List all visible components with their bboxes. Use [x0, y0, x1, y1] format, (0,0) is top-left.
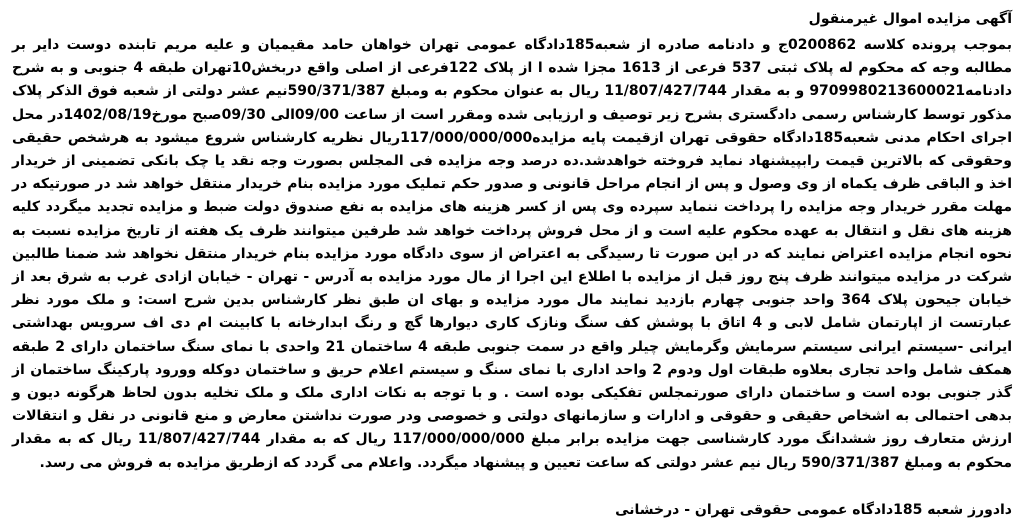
- notice-signature: دادورز شعبه 185دادگاه عمومی حقوقی تهران - درخشانی: [615, 502, 1012, 518]
- notice-title: آگهی مزایده اموال غیرمنقول: [808, 11, 1012, 27]
- notice-body: بموجب پرونده کلاسه 0200862ج و دادنامه صادره از شعبه185دادگاه عمومی تهران خواهان حامد مقیمیان و علیه مریم تابنده دوست دایر بر مطالبه وجه که محکوم له پلاک ثبتی 537 فرعی از 1613 مجزا شده ا از پلاک 122فرعی از اصلی واقع دربخش10تهران طبقه 4 جنوبی و به شرح دادنامه9709980213600021 و به مقدار 11/807/427/744 ریال به عنوان محکوم به ومبلغ 590/371/387نیم عشر دولتی از شعبه فوق الذکر پلاک مذکور توسط کارشناس رسمی دادگستری بشرح زیر توصیف و ارزیابی شده ومقرر است از ساعت 09/00الی 09/30صبح مورخ1402/08/19در محل اجرای احکام مدنی شعبه185دادگاه حقوقی تهران ازقیمت پایه مزایده117/000/000/000ریال نظریه کارشناس شروع میشود به هرشخص حقیقی وحقوقی که بالاترین قیمت رابپیشنهاد نماید فروخته خواهدشد.ده درصد وجه مزایده فی المجلس بصورت وجه نقد یا چک بانکی تضمینی از خریدار اخذ و الباقی ظرف یکماه از وی وصول و پس از انجام مراحل قانونی و صدور حکم تملیک مورد مزایده بنام خریدار منتقل خواهد شد در صورتیکه در مهلت مقرر خریدار وجه مزایده را پرداخت ننماید سپرده وی پس از کسر هزینه های مزایده به نفع صندوق دولت ضبط و مزایده تجدید میگردد کلیه هزینه های نقل و انتقال به عهده محکوم علیه است و از محل فروش پرداخت خواهد شد طرفین میتوانند ظرف یک هفته از تاریخ مزایده نسبت به نحوه انجام مزایده اعتراض نمایند که در این صورت تا رسیدگی به اعتراض از سوی دادگاه مورد مزایده بنام خریدار منتقل نخواهد شد ضمنا طالبین شرکت در مزایده میتوانند ظرف پنج روز قبل از مزایده با اطلاع این اجرا از مال مورد مزایده به آدرس - تهران - خیابان ازادی غرب به شرق بعد از خیابان جیحون پلاک 364 واحد جنوبی چهارم بازدید نمایند مال مورد مزایده و بهای ان طبق نظر کارشناس بدین شرح است: و ملک مورد نظر عبارتست از اپارتمان شامل لابی و 4 اتاق با پوشش کف سنگ ونازک کاری دیوارها گچ و رنگ ابدارخانه با کابینت ام دی اف سرویس بهداشتی ایرانی -سیستم ایرانی سیستم سرمایش وگرمایش چیلر واقع در سمت جنوبی طبقه 4 ساختمان 21 واحدی با نمای سنگ ساختمان دارای 2 طبقه همکف شامل واحد تجاری بعلاوه طبقات اول ودوم 2 واحد اداری با نمای سنگ و سیستم اعلام حریق و ساختمان دوکله وورود پارکینگ ساختمان از گذر جنوبی بوده است و ساختمان دارای صورتمجلس تفکیکی بوده است . و با توجه به نکات اداری ملک و ملک تخلیه بدون لحاظ هرگونه دیون و بدهی احتمالی به اشخاص حقیقی و حقوقی و ادارات و سازمانهای دولتی و خصوصی ودر صورت نداشتن معارض و منع قانونی در نقل و انتقالات ارزش متعارف روز ششدانگ مورد کارشناسی جهت مزایده برابر مبلغ 117/000/000/000 ریال که به مقدار 11/807/427/744 ریال که به مقدار محکوم به ومبلغ 590/371/387 ریال نیم عشر دولتی که ساعت تعیین و پیشنهاد میگردد. واعلام می گردد که ازطریق مزایده به فروش می رسد.: [12, 37, 1013, 471]
